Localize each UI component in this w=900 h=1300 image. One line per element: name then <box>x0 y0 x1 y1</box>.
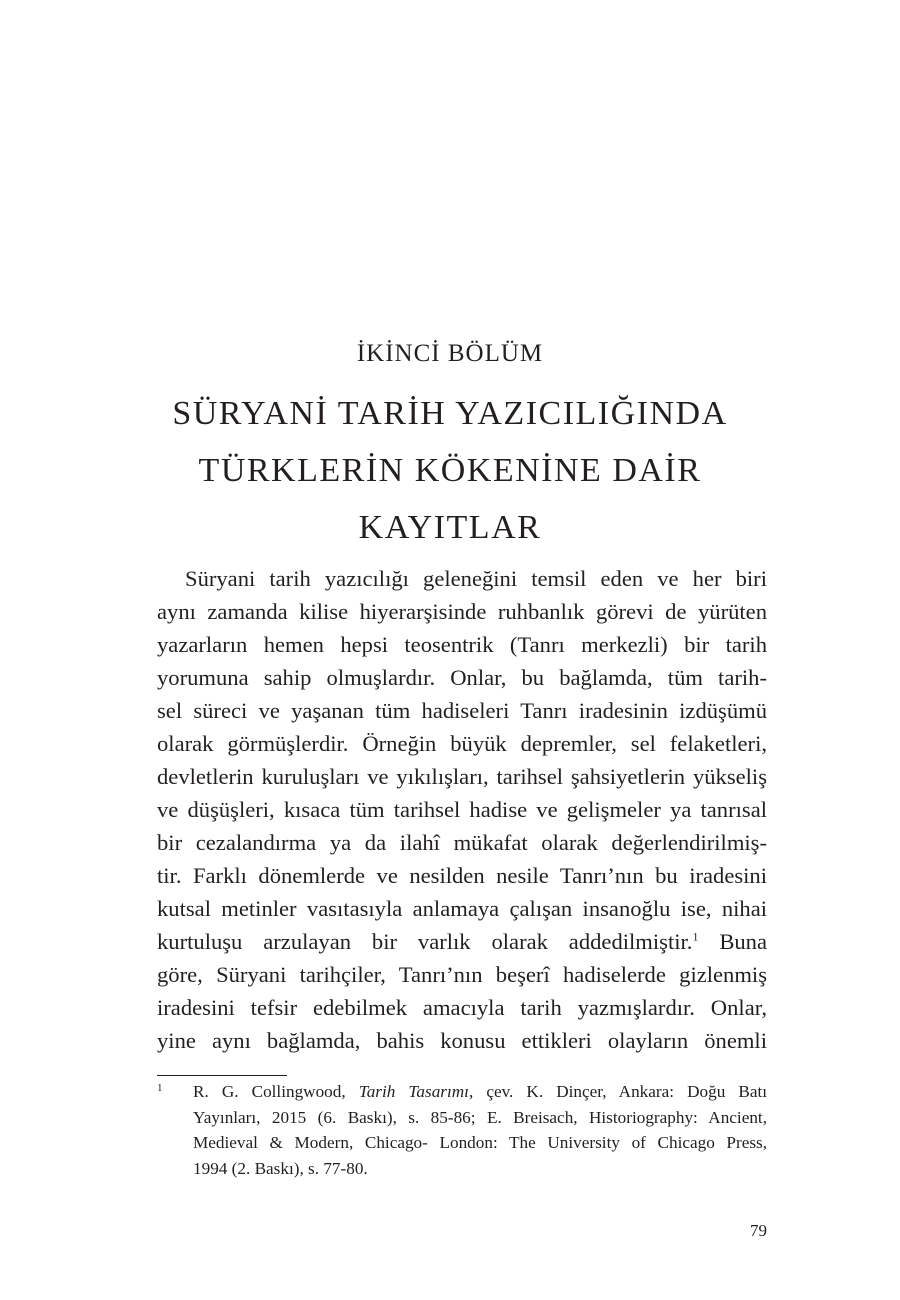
body-line: olarak görmüşlerdir. Örneğin büyük depremler, sel felaketleri, <box>157 731 767 756</box>
body-line: devletlerin kuruluşları ve yıkılışları, tarihsel şahsiyetlerin yükseliş <box>157 764 767 789</box>
chapter-title-line: TÜRKLERİN KÖKENİNE DAİR <box>198 452 702 489</box>
footnote-line: Medieval & Modern, Chicago- London: The University of Chicago Press, <box>193 1133 767 1152</box>
body-line-with-footnote-ref <box>157 925 767 958</box>
body-line: iradesini tefsir edebilmek amacıyla tarih yazmışlardır. Onlar, <box>157 995 767 1020</box>
body-line-tail: Buna <box>698 929 768 954</box>
chapter-title <box>0 385 900 556</box>
body-paragraph <box>157 562 767 1057</box>
body-line: yorumuna sahip olmuşlardır. Onlar, bu bağlamda, tüm tarih- <box>157 665 767 690</box>
footnote-citation: , çev. K. Dinçer, Ankara: Doğu Batı <box>468 1082 768 1101</box>
body-line: aynı zamanda kilise hiyerarşisinde ruhbanlık görevi de yürüten <box>157 599 767 624</box>
body-line-text: kurtuluşu arzulayan bir varlık olarak addedilmiştir. <box>157 929 693 954</box>
body-line: tir. Farklı dönemlerde ve nesilden nesile Tanrı’nın bu iradesini <box>157 863 767 888</box>
chapter-title-line: SÜRYANİ TARİH YAZICILIĞINDA <box>172 395 728 432</box>
footnote <box>157 1079 767 1181</box>
footnote-work-title: Tarih Tasarımı <box>358 1082 469 1101</box>
footnote-line: 1994 (2. Baskı), s. 77-80. <box>193 1158 368 1178</box>
section-label: İKİNCİ BÖLÜM <box>356 340 544 367</box>
footnote-line: Yayınları, 2015 (6. Baskı), s. 85-86; E. Breisach, Historiography: Ancient, <box>193 1107 767 1127</box>
body-line: kutsal metinler vasıtasıyla anlamaya çalışan insanoğlu ise, nihai <box>157 896 767 921</box>
body-line: ve düşüşleri, kısaca tüm tarihsel hadise ve gelişmeler ya tanrısal <box>157 797 767 822</box>
body-line: göre, Süryani tarihçiler, Tanrı’nın beşerî hadiselerde gizlenmiş <box>157 962 767 987</box>
body-line: bir cezalandırma ya da ilahî mükafat olarak değerlendirilmiş- <box>157 830 767 855</box>
footnote-divider <box>157 1075 287 1076</box>
footnote-number: 1 <box>157 1082 163 1094</box>
body-line: sel süreci ve yaşanan tüm hadiseleri Tanrı iradesinin izdüşümü <box>157 698 767 723</box>
body-line: yazarların hemen hepsi teosentrik (Tanrı merkezli) bir tarih <box>157 632 767 657</box>
footnote-text <box>193 1079 767 1181</box>
body-line: yine aynı bağlamda, bahis konusu ettikleri olayların önemli <box>157 1028 767 1053</box>
page-number: 79 <box>750 1221 767 1240</box>
footnote-line <box>193 1079 767 1105</box>
footnote-reference[interactable]: 1 <box>692 929 699 944</box>
body-line: Süryani tarih yazıcılığı geleneğini temsil eden ve her biri <box>185 566 767 591</box>
chapter-title-line: KAYITLAR <box>358 509 542 546</box>
footnote-author: R. G. Collingwood, <box>193 1082 359 1101</box>
